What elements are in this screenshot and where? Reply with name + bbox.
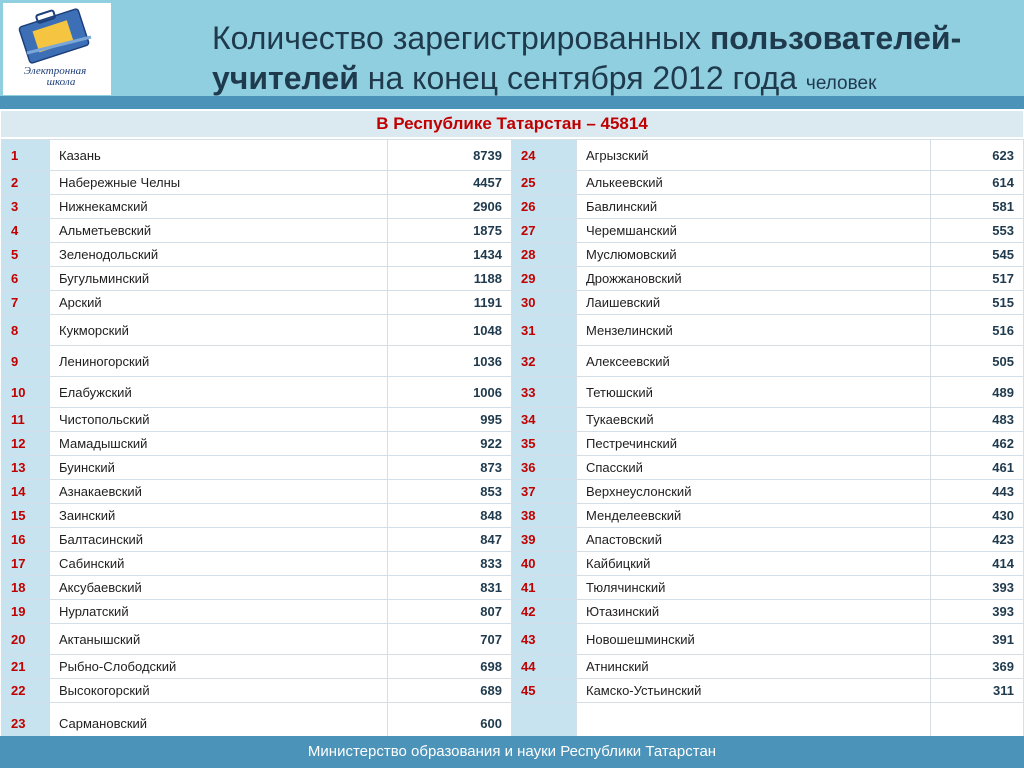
rank-cell: 40 [512, 552, 577, 576]
user-count-cell: 8739 [388, 140, 512, 171]
rank-cell: 10 [2, 377, 50, 408]
rank-cell: 25 [512, 171, 577, 195]
rank-cell: 30 [512, 291, 577, 315]
user-count-cell: 4457 [388, 171, 512, 195]
district-name-cell: Арский [50, 291, 388, 315]
rank-cell: 8 [2, 315, 50, 346]
title-bold2: учителей [212, 60, 359, 96]
rank-cell: 9 [2, 346, 50, 377]
table-row [2, 624, 1024, 655]
district-name-cell: Мензелинский [577, 315, 931, 346]
table-row [2, 576, 1024, 600]
district-name-cell: Лениногорский [50, 346, 388, 377]
district-name-cell: Муслюмовский [577, 243, 931, 267]
table-row [2, 528, 1024, 552]
district-name-cell: Тукаевский [577, 408, 931, 432]
user-count-cell: 1188 [388, 267, 512, 291]
table-row [2, 195, 1024, 219]
user-count-cell: 1006 [388, 377, 512, 408]
district-name-cell: Алькеевский [577, 171, 931, 195]
rank-cell: 43 [512, 624, 577, 655]
table-row [2, 432, 1024, 456]
rank-cell: 29 [512, 267, 577, 291]
rank-cell: 22 [2, 679, 50, 703]
rank-cell: 17 [2, 552, 50, 576]
district-name-cell: Аксубаевский [50, 576, 388, 600]
user-count-cell: 581 [931, 195, 1024, 219]
rank-cell: 7 [2, 291, 50, 315]
rank-cell: 13 [2, 456, 50, 480]
rank-cell: 24 [512, 140, 577, 171]
district-name-cell: Тетюшский [577, 377, 931, 408]
rank-cell: 21 [2, 655, 50, 679]
rank-cell: 11 [2, 408, 50, 432]
header-banner [0, 0, 1024, 96]
title-part2: на конец сентября 2012 года [358, 60, 806, 96]
rank-cell: 39 [512, 528, 577, 552]
district-name-cell: Менделеевский [577, 504, 931, 528]
district-name-cell: Дрожжановский [577, 267, 931, 291]
district-name-cell: Бавлинский [577, 195, 931, 219]
table-row [2, 552, 1024, 576]
user-count-cell: 515 [931, 291, 1024, 315]
user-count-cell: 461 [931, 456, 1024, 480]
district-name-cell: Набережные Челны [50, 171, 388, 195]
district-name-cell: Апастовский [577, 528, 931, 552]
user-count-cell: 600 [388, 703, 512, 744]
district-name-cell: Атнинский [577, 655, 931, 679]
district-name-cell: Верхнеуслонский [577, 480, 931, 504]
district-name-cell: Пестречинский [577, 432, 931, 456]
district-name-cell: Мамадышский [50, 432, 388, 456]
district-name-cell: Актанышский [50, 624, 388, 655]
district-name-cell: Зеленодольский [50, 243, 388, 267]
rank-cell: 44 [512, 655, 577, 679]
header-divider [0, 96, 1024, 109]
user-count-cell: 1036 [388, 346, 512, 377]
user-count-cell: 423 [931, 528, 1024, 552]
rank-cell: 33 [512, 377, 577, 408]
district-name-cell: Черемшанский [577, 219, 931, 243]
table-row [2, 243, 1024, 267]
rank-cell: 3 [2, 195, 50, 219]
district-name-cell: Камско-Устьинский [577, 679, 931, 703]
user-count-cell: 698 [388, 655, 512, 679]
user-count-cell: 553 [931, 219, 1024, 243]
rank-cell: 31 [512, 315, 577, 346]
table-row [2, 315, 1024, 346]
user-count-cell: 483 [931, 408, 1024, 432]
district-name-cell: Лаишевский [577, 291, 931, 315]
user-count-cell: 873 [388, 456, 512, 480]
district-name-cell: Новошешминский [577, 624, 931, 655]
user-count-cell: 707 [388, 624, 512, 655]
district-name-cell: Сабинский [50, 552, 388, 576]
user-count-cell: 1434 [388, 243, 512, 267]
rank-cell: 26 [512, 195, 577, 219]
user-count-cell: 847 [388, 528, 512, 552]
rank-cell: 19 [2, 600, 50, 624]
rank-cell: 38 [512, 504, 577, 528]
rank-cell: 20 [2, 624, 50, 655]
table-row [2, 219, 1024, 243]
district-name-cell: Ютазинский [577, 600, 931, 624]
table-row [2, 171, 1024, 195]
user-count-cell: 833 [388, 552, 512, 576]
district-name-cell: Агрызский [577, 140, 931, 171]
district-name-cell: Сармановский [50, 703, 388, 744]
title-unit: человек [805, 73, 877, 94]
user-count-cell: 2906 [388, 195, 512, 219]
district-name-cell: Азнакаевский [50, 480, 388, 504]
district-name-cell: Высокогорский [50, 679, 388, 703]
user-count-cell: 311 [931, 679, 1024, 703]
user-count-cell: 922 [388, 432, 512, 456]
district-name-cell: Спасский [577, 456, 931, 480]
user-count-cell: 853 [388, 480, 512, 504]
rank-cell: 27 [512, 219, 577, 243]
rank-cell: 18 [2, 576, 50, 600]
table-subtitle: В Республике Татарстан – 45814 [1, 111, 1023, 137]
rank-cell: 28 [512, 243, 577, 267]
rank-cell: 23 [2, 703, 50, 744]
user-count-cell: 443 [931, 480, 1024, 504]
table-row [2, 140, 1024, 171]
district-name-cell: Балтасинский [50, 528, 388, 552]
table-row [2, 346, 1024, 377]
district-name-cell: Заинский [50, 504, 388, 528]
rank-cell: 2 [2, 171, 50, 195]
user-count-cell: 614 [931, 171, 1024, 195]
user-count-cell: 391 [931, 624, 1024, 655]
rank-cell: 32 [512, 346, 577, 377]
rank-cell: 4 [2, 219, 50, 243]
district-name-cell: Буинский [50, 456, 388, 480]
district-name-cell: Нижнекамский [50, 195, 388, 219]
district-name-cell: Чистопольский [50, 408, 388, 432]
rank-cell: 16 [2, 528, 50, 552]
rank-cell: 37 [512, 480, 577, 504]
user-count-cell: 489 [931, 377, 1024, 408]
user-count-cell: 545 [931, 243, 1024, 267]
district-name-cell: Бугульминский [50, 267, 388, 291]
district-name-cell: Алексеевский [577, 346, 931, 377]
user-count-cell: 462 [931, 432, 1024, 456]
rank-cell: 15 [2, 504, 50, 528]
user-count-cell: 393 [931, 576, 1024, 600]
footer: Министерство образования и науки Республики Татарстан [0, 736, 1024, 768]
rank-cell: 12 [2, 432, 50, 456]
rank-cell: 36 [512, 456, 577, 480]
rank-cell: 45 [512, 679, 577, 703]
user-count-cell: 689 [388, 679, 512, 703]
rank-cell: 6 [2, 267, 50, 291]
table-row [2, 600, 1024, 624]
rank-cell: 14 [2, 480, 50, 504]
district-name-cell: Нурлатский [50, 600, 388, 624]
logo-text-line2: школа [46, 76, 76, 88]
title-part1: Количество зарегистрированных [212, 20, 710, 56]
user-count-cell: 848 [388, 504, 512, 528]
table-row [2, 291, 1024, 315]
user-count-cell: 807 [388, 600, 512, 624]
district-name-cell: Кукморский [50, 315, 388, 346]
district-name-cell: Альметьевский [50, 219, 388, 243]
user-count-cell: 1191 [388, 291, 512, 315]
table-row [2, 408, 1024, 432]
user-count-cell: 414 [931, 552, 1024, 576]
rank-cell: 41 [512, 576, 577, 600]
table-row [2, 267, 1024, 291]
logo [3, 3, 111, 95]
rank-cell: 35 [512, 432, 577, 456]
rank-cell: 34 [512, 408, 577, 432]
district-name-cell: Тюлячинский [577, 576, 931, 600]
title-bold1: пользователей- [709, 20, 962, 56]
page-title [212, 18, 1024, 104]
district-name-cell: Елабужский [50, 377, 388, 408]
rank-cell: 5 [2, 243, 50, 267]
user-count-cell: 831 [388, 576, 512, 600]
table-row [2, 377, 1024, 408]
briefcase-logo-icon [3, 3, 111, 95]
district-name-cell: Казань [50, 140, 388, 171]
user-count-cell: 1875 [388, 219, 512, 243]
user-count-cell: 623 [931, 140, 1024, 171]
data-table-section [0, 109, 1024, 736]
users-table [1, 139, 1024, 744]
logo-text-line1: Электронная [23, 65, 87, 77]
user-count-cell: 393 [931, 600, 1024, 624]
table-row [2, 679, 1024, 703]
user-count-cell: 1048 [388, 315, 512, 346]
table-row [2, 655, 1024, 679]
table-row [2, 504, 1024, 528]
district-name-cell: Рыбно-Слободский [50, 655, 388, 679]
district-name-cell: Кайбицкий [577, 552, 931, 576]
rank-cell: 42 [512, 600, 577, 624]
table-row [2, 480, 1024, 504]
user-count-cell: 517 [931, 267, 1024, 291]
table-row [2, 456, 1024, 480]
rank-cell: 1 [2, 140, 50, 171]
user-count-cell: 516 [931, 315, 1024, 346]
user-count-cell: 505 [931, 346, 1024, 377]
user-count-cell: 369 [931, 655, 1024, 679]
user-count-cell: 430 [931, 504, 1024, 528]
user-count-cell: 995 [388, 408, 512, 432]
